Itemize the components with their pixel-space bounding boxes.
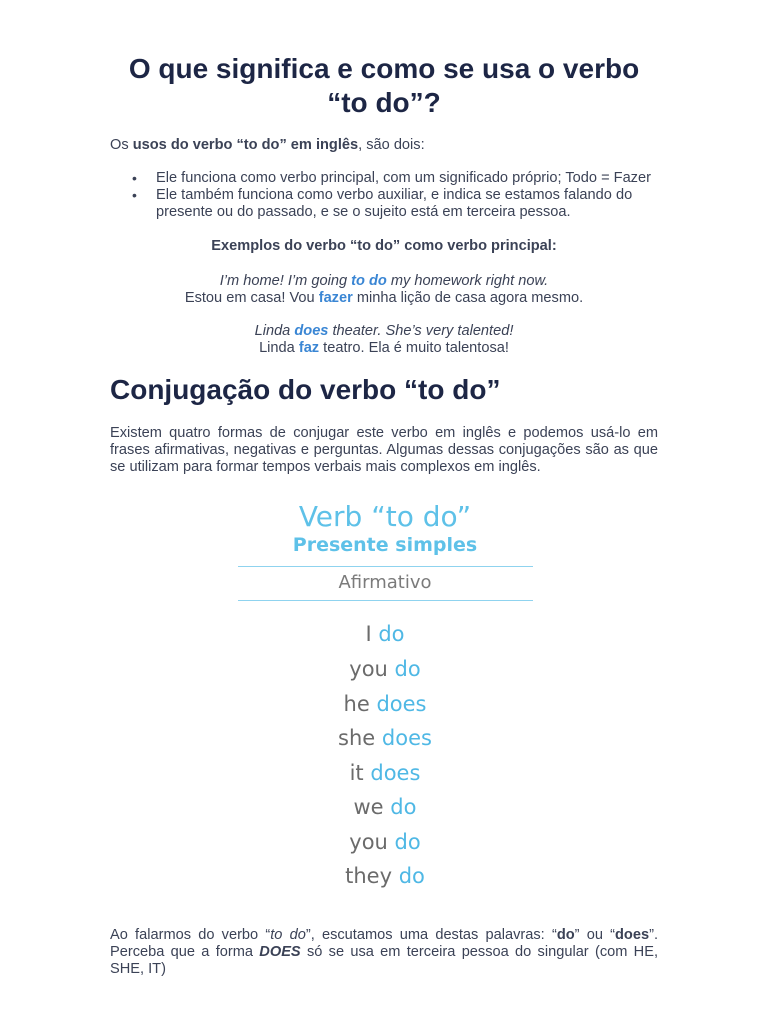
list-item-text: Ele funciona como verbo principal, com um significado próprio; Todo = Fazer [156, 170, 651, 186]
intro-prefix: Os [110, 137, 133, 153]
conjugation-row [235, 622, 535, 646]
text-segment: ” ou “ [574, 927, 616, 943]
section-heading: Conjugação do verbo “to do” [110, 374, 501, 405]
text-segment: ”, escutamos uma destas palavras: “ [305, 927, 557, 943]
text-segment: teatro. Ela é muito talentosa! [319, 340, 509, 356]
example-2-english [110, 323, 658, 340]
figure-title: Verb “to do” [298, 500, 472, 533]
text-segment: Ao falarmos do verbo “ [110, 927, 271, 943]
list-item [110, 187, 670, 221]
pronoun: I [365, 622, 372, 646]
uses-list [110, 170, 670, 221]
text-segment: Linda [259, 340, 299, 356]
text-segment: I’m home! I’m going [219, 273, 352, 289]
highlight-word: fazer [318, 290, 353, 306]
pronoun: they [345, 864, 393, 888]
conjugation-row [235, 830, 535, 854]
intro-line [110, 137, 425, 154]
verb-form: do [394, 830, 421, 854]
verb-form: does [381, 726, 432, 750]
verb-form: do [390, 795, 417, 819]
text-segment: DOES [259, 944, 301, 960]
figure-mode: Afirmativo [338, 572, 432, 593]
divider [238, 566, 533, 567]
example-2 [110, 323, 658, 357]
bullet-icon: • [132, 187, 137, 203]
pronoun: he [343, 692, 370, 716]
text-segment: theater. She’s very talented! [328, 323, 514, 339]
highlight-word: does [294, 323, 329, 339]
closing-paragraph [110, 927, 658, 978]
conjugation-row [235, 692, 535, 716]
verb-form: do [394, 657, 421, 681]
conjugation-row [235, 726, 535, 750]
highlight-word: to do [351, 273, 387, 289]
pronoun: it [349, 761, 364, 785]
conjugation-row [235, 657, 535, 681]
text-segment: does [615, 927, 650, 943]
text-segment: to do [270, 927, 306, 943]
list-item-text: Ele também funciona como verbo auxiliar, e indica se estamos falando do presente ou do passado, e se o sujeito está em terceira pessoa. [156, 187, 633, 220]
conjugation-row [235, 864, 535, 888]
text-segment: Linda [254, 323, 295, 339]
intro-suffix: , são dois: [358, 137, 425, 153]
text-segment: ”. Perceba que a forma [110, 927, 658, 960]
verb-form: do [378, 622, 405, 646]
text-segment: Estou em casa! Vou [184, 290, 319, 306]
pronoun: we [353, 795, 384, 819]
text-segment: só se usa em terceira pessoa do singular (com HE, SHE, IT) [110, 944, 659, 977]
example-1-english [110, 273, 658, 290]
example-1-portuguese [110, 290, 658, 307]
text-segment: minha lição de casa agora mesmo. [352, 290, 584, 306]
verb-form: does [370, 761, 421, 785]
bullet-icon: • [132, 170, 137, 186]
page-title: O que significa e como se usa o verbo “to do”? [128, 53, 640, 118]
examples-heading: Exemplos do verbo “to do” como verbo principal: [211, 238, 557, 254]
pronoun: she [338, 726, 376, 750]
conjugation-figure [235, 500, 535, 900]
text-segment: my homework right now. [386, 273, 549, 289]
text-segment: do [556, 927, 575, 943]
intro-bold: usos do verbo “to do” em inglês [132, 137, 359, 153]
verb-form: do [398, 864, 425, 888]
conjugation-row [235, 795, 535, 819]
figure-subtitle: Presente simples [292, 534, 478, 556]
pronoun: you [349, 657, 388, 681]
pronoun: you [349, 830, 388, 854]
section-paragraph: Existem quatro formas de conjugar este verbo em inglês e podemos usá-lo em frases afirmativas, negativas e perguntas. Algumas dessas conjugações são as que se utilizam para formar tempos verbais mais complexos em inglês. [110, 425, 658, 475]
verb-form: does [376, 692, 427, 716]
example-2-portuguese [110, 340, 658, 357]
divider [238, 600, 533, 601]
example-1 [110, 273, 658, 307]
highlight-word: faz [298, 340, 320, 356]
list-item [110, 170, 670, 187]
conjugation-row [235, 761, 535, 785]
